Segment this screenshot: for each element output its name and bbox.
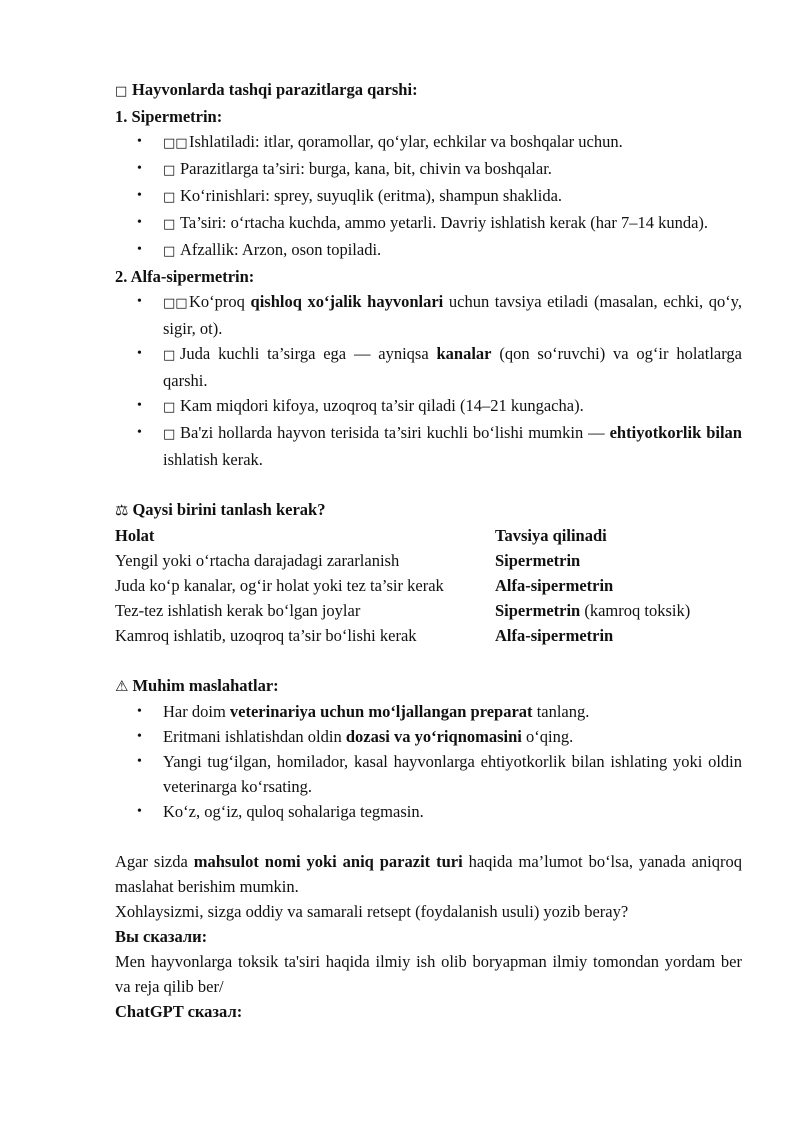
bullet-icon: •	[137, 425, 142, 440]
chatgpt-said-label: ChatGPT сказал:	[115, 1002, 243, 1021]
table-header-row	[115, 523, 742, 548]
bullet-icon: •	[137, 134, 142, 149]
list-item: • Eritmani ishlatishdan oldin dozasi va yo‘riqnomasini o‘qing.	[115, 724, 742, 749]
scales-icon: ⚖	[115, 501, 129, 519]
table-row	[115, 548, 742, 573]
column-header-holat: Holat	[115, 526, 155, 545]
recommendation-cell: Sipermetrin	[495, 551, 581, 570]
offer-paragraph: Xohlaysizmi, sizga oddiy va samarali retsept (foydalanish usuli) yozib beray?	[115, 902, 629, 921]
bullet-icon: •	[137, 215, 142, 230]
list-item: • □ Kam miqdori kifoya, uzoqroq ta’sir qiladi (14–21 kungacha).	[115, 393, 742, 420]
situation-cell: Juda ko‘p kanalar, og‘ir holat yoki tez ta’sir kerak	[115, 576, 444, 595]
closing-paragraph: Agar sizda mahsulot nomi yoki aniq parazit turi haqida ma’lumot bo‘lsa, yanada aniqroq maslahat berishim mumkin.	[115, 852, 742, 896]
glyph-box-icon: □	[163, 217, 176, 232]
column-header-tavsiya: Tavsiya qilinadi	[495, 526, 607, 545]
table-row	[115, 598, 742, 623]
tips-list	[115, 699, 742, 824]
recommendation-cell: Alfa-sipermetrin	[495, 576, 614, 595]
list-item: • Har doim veterinariya uchun mo‘ljallangan preparat tanlang.	[115, 699, 742, 724]
sipermetrin-list	[115, 129, 742, 264]
choice-heading: ⚖ Qaysi birini tanlash kerak?	[115, 500, 326, 519]
bullet-icon: •	[137, 754, 142, 769]
bullet-icon: •	[137, 294, 142, 309]
bullet-icon: •	[137, 704, 142, 719]
document-body	[115, 77, 742, 1024]
list-item: • □□Ko‘proq qishloq xo‘jalik hayvonlari uchun tavsiya etiladi (masalan, echki, qo‘y, sigir, ot).	[115, 289, 742, 341]
glyph-box-icon: □	[163, 400, 176, 415]
situation-cell: Tez-tez ishlatish kerak bo‘lgan joylar	[115, 601, 361, 620]
subheading-sipermetrin: 1. Sipermetrin:	[115, 107, 223, 126]
table-row	[115, 623, 742, 648]
alfa-sipermetrin-list	[115, 289, 742, 472]
glyph-box-icon: □	[163, 348, 176, 363]
bullet-icon: •	[137, 804, 142, 819]
glyph-box-icon: □	[163, 190, 176, 205]
list-item: • □ Juda kuchli ta’sirga ega — ayniqsa kanalar (qon so‘ruvchi) va og‘ir holatlarga qarshi.	[115, 341, 742, 393]
bullet-icon: •	[137, 729, 142, 744]
bullet-icon: •	[137, 346, 142, 361]
list-item: • □ Ba'zi hollarda hayvon terisida ta’siri kuchli bo‘lishi mumkin — ehtiyotkorlik bilan ishlatish kerak.	[115, 420, 742, 472]
user-message: Men hayvonlarga toksik ta'siri haqida ilmiy ish olib boryapman ilmiy tomondan yordam ber va reja qilib ber/	[115, 952, 742, 996]
list-item: • Yangi tug‘ilgan, homilador, kasal hayvonlarga ehtiyotkorlik bilan ishlating yoki oldin veterinarga ko‘rsating.	[115, 749, 742, 799]
list-item: • Ko‘z, og‘iz, quloq sohalariga tegmasin.	[115, 799, 742, 824]
table-row	[115, 573, 742, 598]
list-item: • □ Afzallik: Arzon, oson topiladi.	[115, 237, 742, 264]
you-said-label: Вы сказали:	[115, 927, 208, 946]
list-item: • □ Ko‘rinishlari: sprey, suyuqlik (eritma), shampun shaklida.	[115, 183, 742, 210]
recommendation-cell: Alfa-sipermetrin	[495, 626, 614, 645]
bullet-icon: •	[137, 161, 142, 176]
glyph-box-icon: □	[163, 163, 176, 178]
recommendation-cell: Sipermetrin (kamroq toksik)	[495, 601, 691, 620]
situation-cell: Kamroq ishlatib, uzoqroq ta’sir bo‘lishi kerak	[115, 626, 417, 645]
subheading-alfa-sipermetrin: 2. Alfa-sipermetrin:	[115, 267, 255, 286]
glyph-box-icon: □	[163, 244, 176, 259]
situation-cell: Yengil yoki o‘rtacha darajadagi zararlanish	[115, 551, 400, 570]
bullet-icon: •	[137, 398, 142, 413]
glyph-box-icon: □	[163, 427, 176, 442]
glyph-box-icon: □	[115, 84, 128, 99]
bullet-icon: •	[137, 242, 142, 257]
list-item: • □ Parazitlarga ta’siri: burga, kana, bit, chivin va boshqalar.	[115, 156, 742, 183]
double-glyph-box-icon: □□	[163, 296, 188, 311]
list-item: • □□Ishlatiladi: itlar, qoramollar, qo‘ylar, echkilar va boshqalar uchun.	[115, 129, 742, 156]
warning-icon: ⚠	[115, 677, 129, 695]
double-glyph-box-icon: □□	[163, 136, 188, 151]
comparison-table	[115, 523, 742, 648]
bullet-icon: •	[137, 188, 142, 203]
tips-heading: ⚠ Muhim maslahatlar:	[115, 676, 279, 695]
section-heading: □ Hayvonlarda tashqi parazitlarga qarshi:	[115, 77, 742, 104]
list-item: • □ Ta’siri: o‘rtacha kuchda, ammo yetarli. Davriy ishlatish kerak (har 7–14 kunda).	[115, 210, 742, 237]
